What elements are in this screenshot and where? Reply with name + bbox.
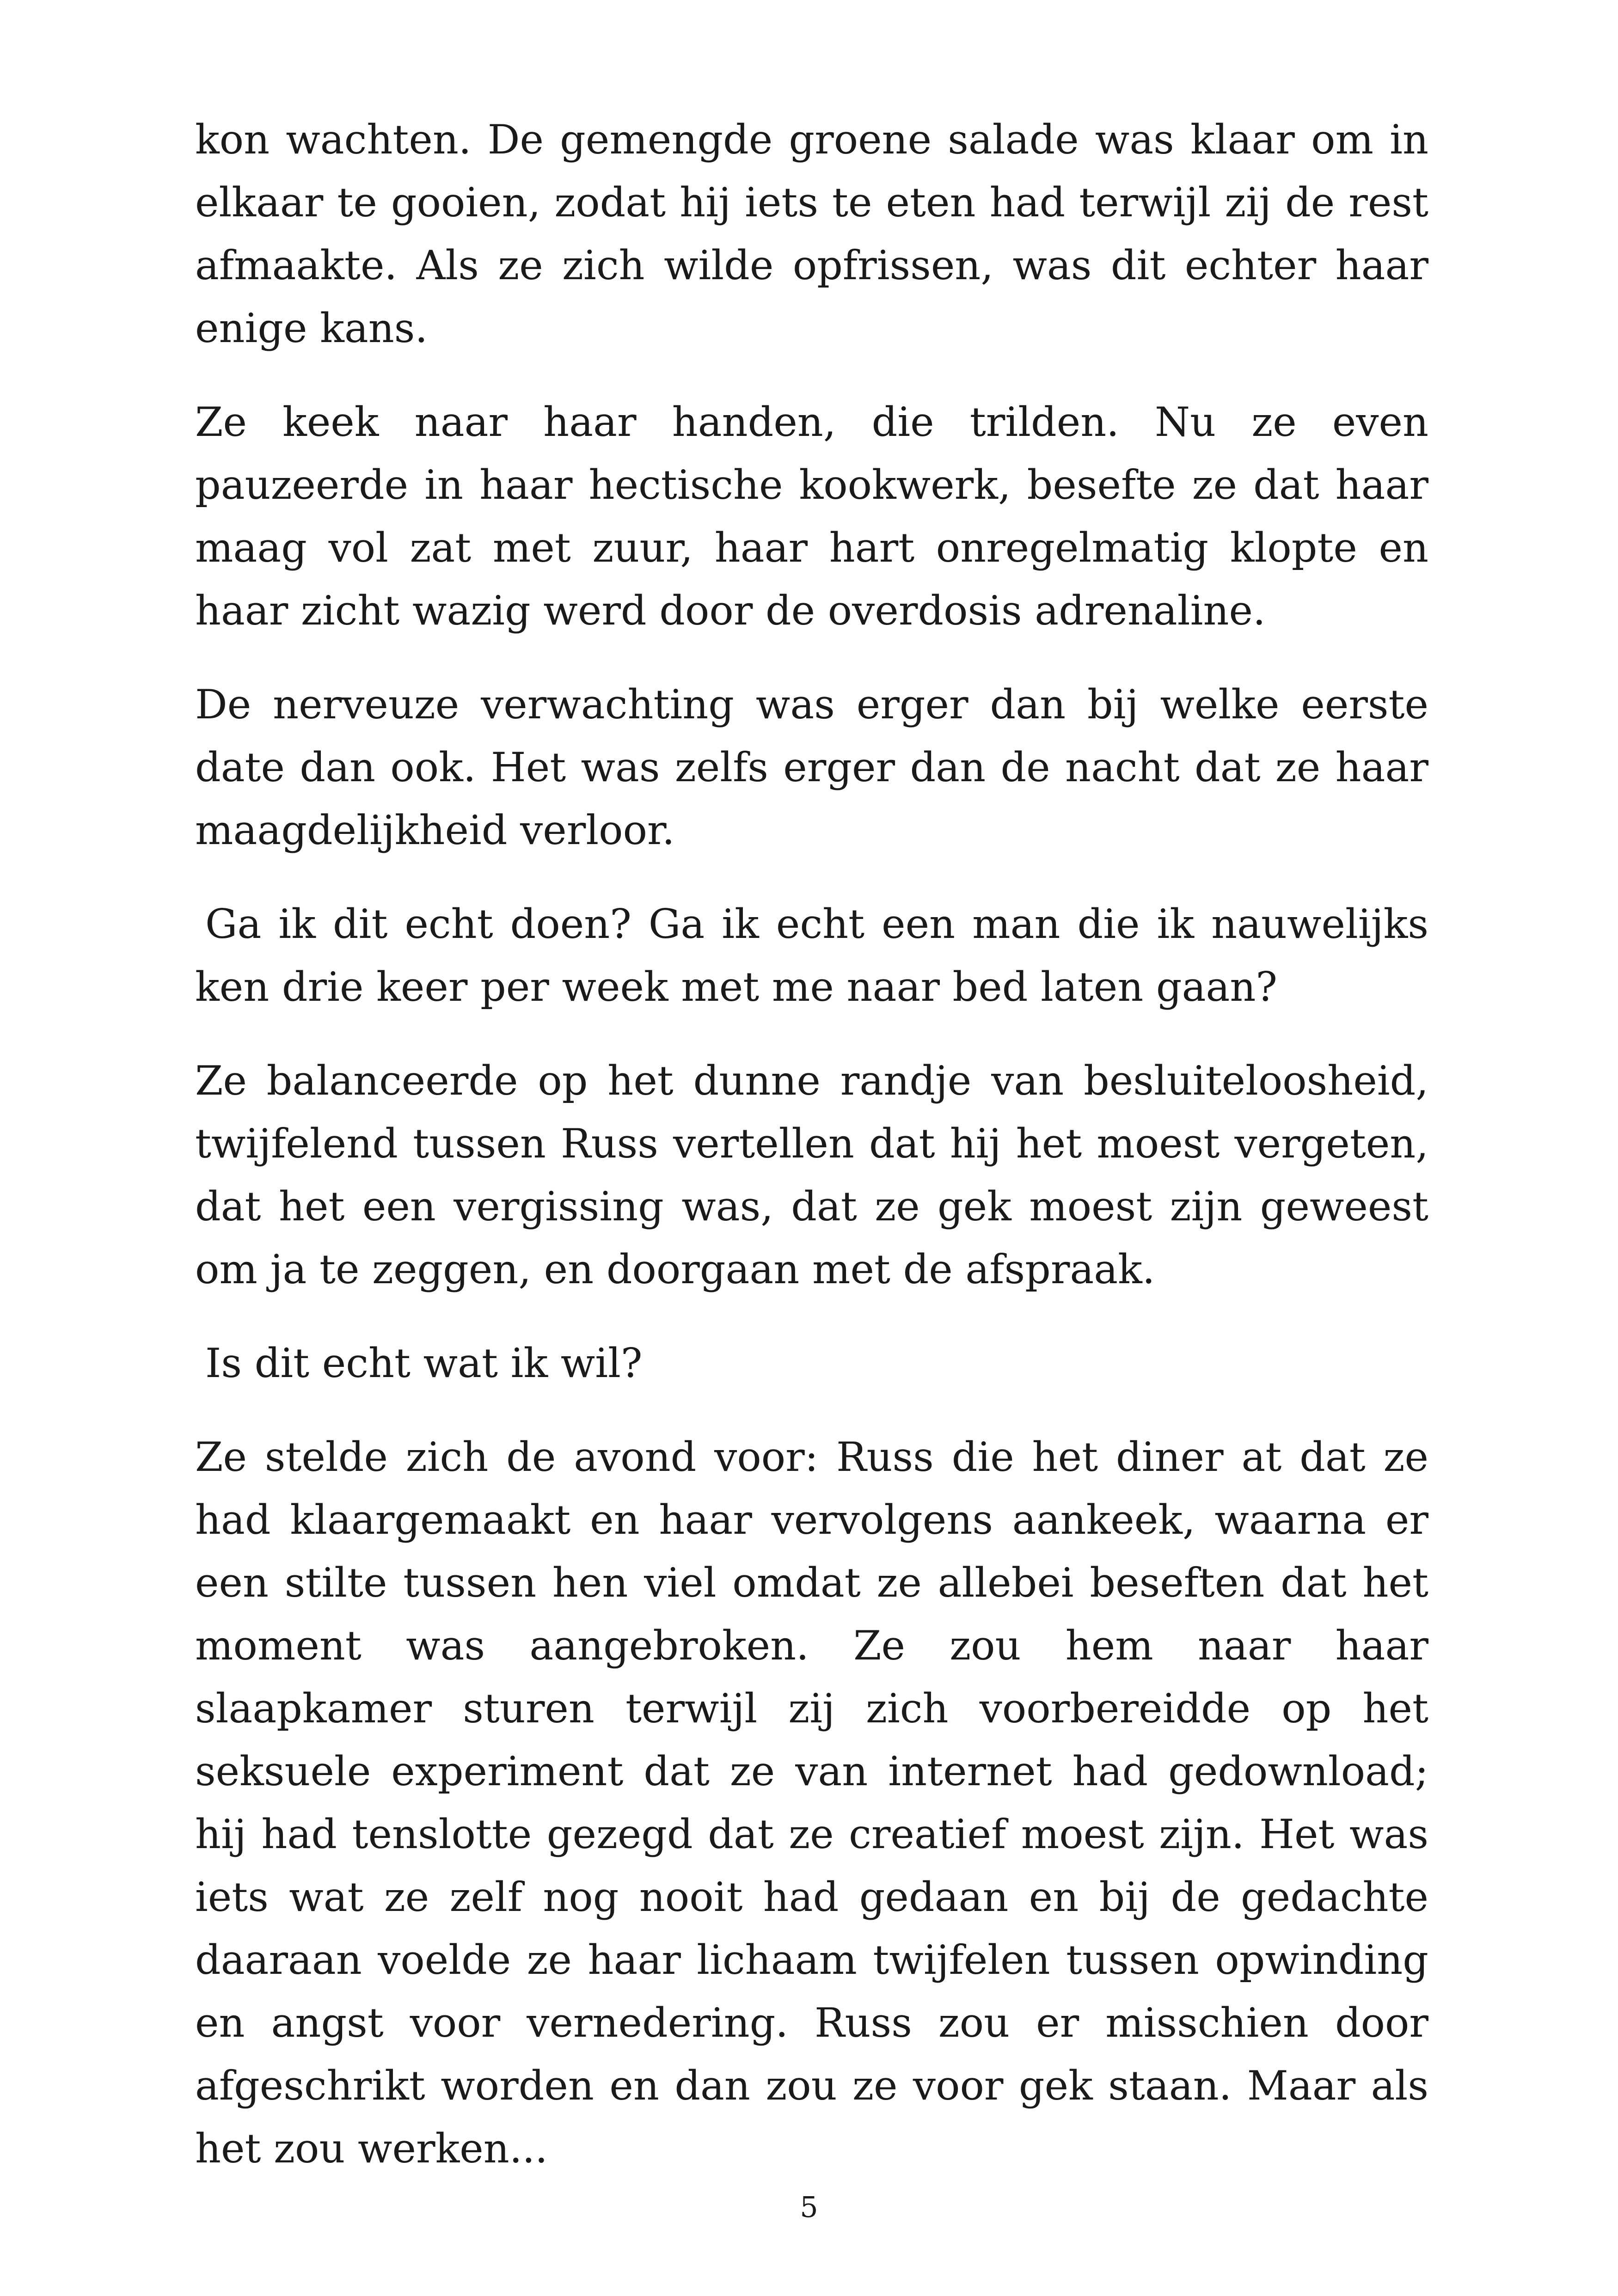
paragraph: kon wachten. De gemengde groene salade was klaar om in elkaar te gooien, zodat hij iets te eten had terwijl zij de rest afmaakte. Als ze zich wilde opfrissen, was dit echter haar enige kans.	[195, 116, 1428, 352]
body-text	[195, 108, 1428, 2211]
paragraph: Ze balanceerde op het dunne randje van besluiteloosheid, twijfelend tussen Russ vertellen dat hij het moest vergeten, dat het een vergissing was, dat ze gek moest zijn geweest om ja te zeggen, en doorgaan met de afspraak.	[195, 1057, 1428, 1293]
inner-thought-paragraph: Ga ik dit echt doen? Ga ik echt een man die ik nauwelijks ken drie keer per week met me naar bed laten gaan?	[195, 900, 1428, 1010]
page-number: 5	[800, 2190, 818, 2224]
paragraph: De nerveuze verwachting was erger dan bij welke eerste date dan ook. Het was zelfs erger dan de nacht dat ze haar maagdelijkheid verloor.	[195, 681, 1428, 854]
inner-thought-paragraph: Is dit echt wat ik wil?	[205, 1340, 643, 1387]
paragraph: Ze stelde zich de avond voor: Russ die het diner at dat ze had klaargemaakt en haar vervolgens aankeek, waarna er een stilte tussen hen viel omdat ze allebei beseften dat het moment was aangebroken. Ze zou hem naar haar slaapkamer sturen terwijl zij zich voorbereidde op het seksuele experiment dat ze van internet had gedownload; hij had tenslotte gezegd dat ze creatief moest zijn. Het was iets wat ze zelf nog nooit had gedaan en bij de gedachte daaraan voelde ze haar lichaam twijfelen tussen opwinding en angst voor vernedering. Russ zou er misschien door afgeschrikt worden en dan zou ze voor gek staan. Maar als het zou werken...	[195, 1433, 1428, 2172]
paragraph: Ze keek naar haar handen, die trilden. Nu ze even pauzeerde in haar hectische kookwerk, besefte ze dat haar maag vol zat met zuur, haar hart onregelmatig klopte en haar zicht wazig werd door de overdosis adrenaline.	[195, 398, 1428, 634]
